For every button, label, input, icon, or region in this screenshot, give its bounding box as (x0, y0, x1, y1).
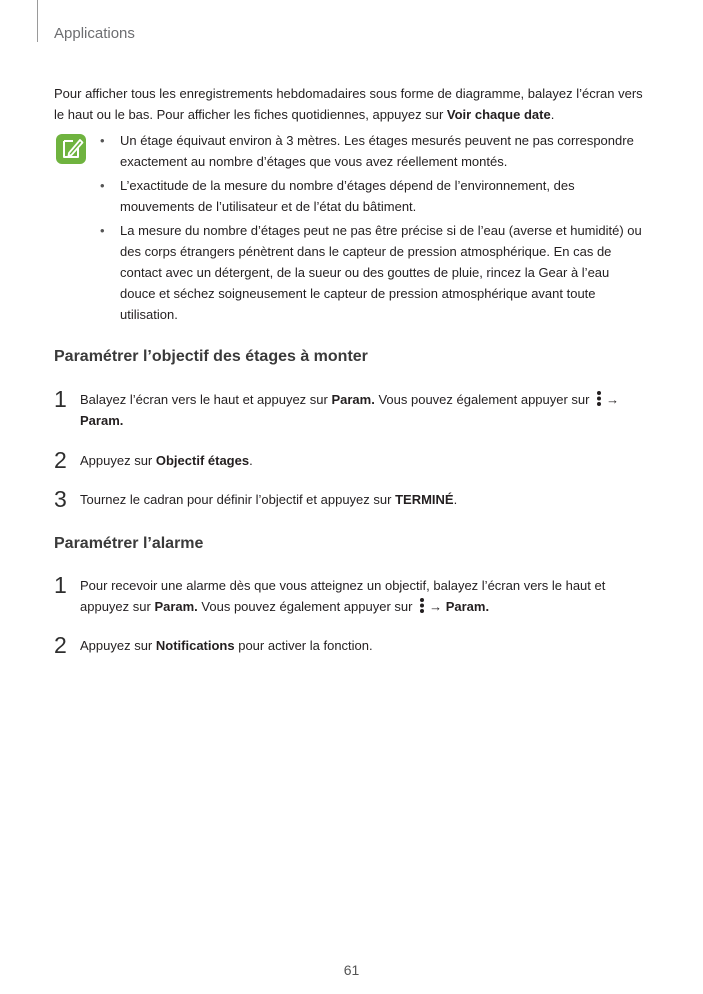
bullet-icon: • (100, 133, 105, 148)
step-number: 1 (54, 386, 67, 412)
step-text-part: Tournez le cadran pour définir l’objectif et appuyez sur (80, 492, 396, 507)
step-text-part: Pour recevoir une alarme dès que vous atteignez un objectif, balayez l’écran vers le haut et appuyez sur (80, 578, 606, 614)
step-bold: Param. (154, 599, 198, 614)
step-text-part: Vous pouvez également appuyer sur (374, 392, 594, 407)
intro-end: . (550, 107, 555, 122)
step-text-part: . (453, 492, 458, 507)
note-item (100, 175, 648, 217)
arrow-icon: → (429, 599, 443, 614)
step-text (80, 635, 640, 656)
step-bold: Param. (80, 413, 124, 428)
intro-text: Pour afficher tous les enregistrements hebdomadaires sous forme de diagramme, balayez l’écran vers le haut ou le bas. Pour afficher les fiches quotidiennes, appuyez sur (54, 86, 643, 122)
note-text: La mesure du nombre d’étages peut ne pas être précise si de l’eau (averse et humidité) ou des corps étrangers pénètrent dans le capteur de pression atmosphérique. En cas de contact avec un détergent, de la sueur ou des gouttes de pluie, rincez la Gear à l’eau douce et séchez soigneusement le capteur de pression atmosphérique avant toute utilisation. (120, 223, 642, 322)
step-bold: Objectif étages (155, 453, 250, 468)
step-text (80, 489, 640, 510)
note-item (100, 220, 648, 325)
bullet-icon: • (100, 178, 105, 193)
more-options-icon (418, 598, 426, 613)
corner-rule (37, 0, 38, 42)
running-head: Applications (54, 25, 135, 42)
step-number: 3 (54, 486, 67, 512)
intro-paragraph (54, 83, 644, 125)
step-number: 2 (54, 632, 67, 658)
step-text (80, 575, 640, 617)
note-list (100, 130, 648, 328)
step-text-part: Appuyez sur (80, 453, 156, 468)
note-pen-icon (55, 133, 87, 165)
intro-bold: Voir chaque date (446, 107, 551, 122)
step-number: 1 (54, 572, 67, 598)
step-text (80, 389, 640, 431)
step-number: 2 (54, 447, 67, 473)
more-options-icon (595, 391, 603, 406)
step-bold: Param. (331, 392, 375, 407)
step-bold: TERMINÉ (395, 492, 454, 507)
note-item (100, 130, 648, 172)
step-text (80, 450, 640, 471)
step-text-part: Appuyez sur (80, 638, 156, 653)
step-text-part: pour activer la fonction. (234, 638, 373, 653)
step-bold: Param. (445, 599, 490, 614)
arrow-icon: → (606, 392, 620, 407)
step-text-part: . (249, 453, 253, 468)
bullet-icon: • (100, 223, 105, 238)
section-title-goal: Paramétrer l’objectif des étages à monter (54, 348, 368, 365)
step-text-part: Balayez l’écran vers le haut et appuyez sur (80, 392, 332, 407)
page-number: 61 (343, 962, 360, 978)
section-title-alarm: Paramétrer l’alarme (54, 535, 204, 552)
step-bold: Notifications (155, 638, 235, 653)
note-text: L’exactitude de la mesure du nombre d’étages dépend de l’environnement, des mouvements de l’utilisateur et de l’état du bâtiment. (120, 178, 575, 214)
step-text-part: Vous pouvez également appuyer sur (197, 599, 417, 614)
note-text: Un étage équivaut environ à 3 mètres. Les étages mesurés peuvent ne pas correspondre exactement au nombre d’étages que vous avez réellement montés. (120, 133, 634, 169)
